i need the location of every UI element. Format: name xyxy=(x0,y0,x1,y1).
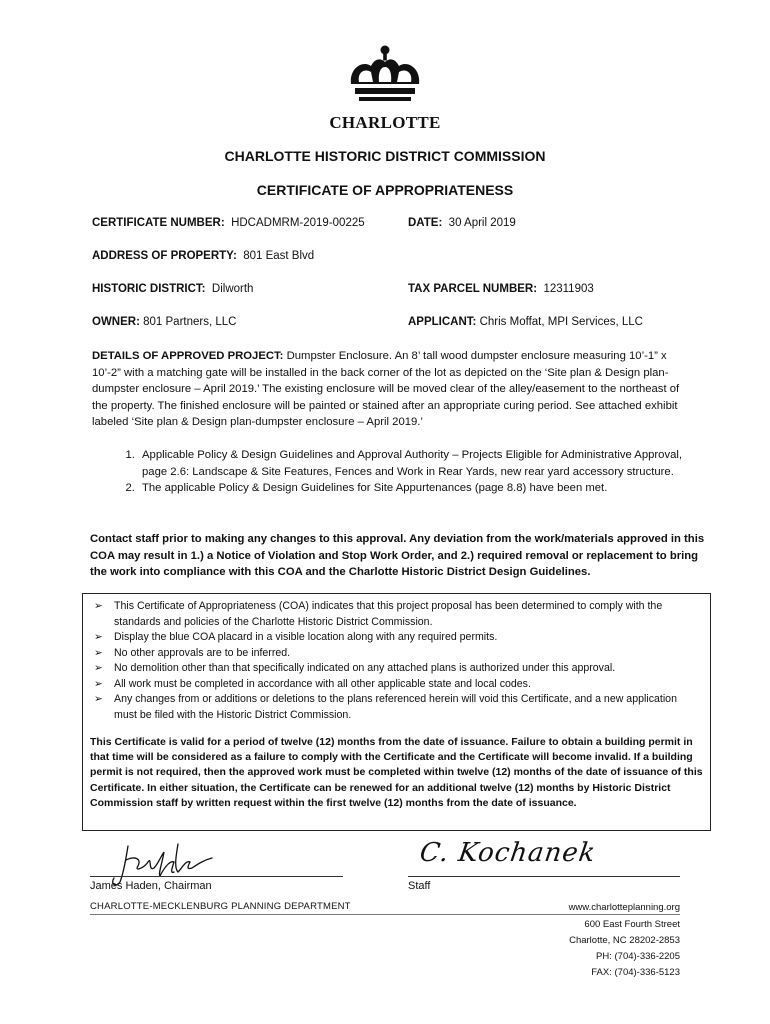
footer-divider xyxy=(90,914,680,915)
condition-text: All work must be completed in accordance with all other applicable state and local codes. xyxy=(114,677,531,690)
website-link[interactable]: www.charlotteplanning.org xyxy=(568,902,680,913)
footer-phone: PH: (704)-336-2205 xyxy=(596,951,680,962)
commission-title: CHARLOTTE HISTORIC DISTRICT COMMISSION xyxy=(224,148,546,164)
findings-list xyxy=(92,447,702,497)
condition-text: No demolition other than that specifically indicated on any attached plans is authorized under this approval. xyxy=(114,662,616,674)
footer-street: 600 East Fourth Street xyxy=(584,919,680,930)
date-label: DATE: xyxy=(408,217,443,229)
applicant-label: APPLICANT: xyxy=(408,316,477,328)
tax-parcel-label: TAX PARCEL NUMBER: xyxy=(408,283,538,295)
date-value: 30 April 2019 xyxy=(448,217,516,229)
arrow-bullet-icon: ➢ xyxy=(94,693,103,705)
certificate-number-label: CERTIFICATE NUMBER: xyxy=(92,217,225,229)
date-field xyxy=(408,217,516,229)
footer-city: Charlotte, NC 28202-2853 xyxy=(569,935,680,946)
applicant-field xyxy=(408,316,643,328)
condition-item xyxy=(94,692,698,723)
address-field xyxy=(92,250,314,262)
condition-text: This Certificate of Appropriateness (COA) indicates that this project proposal has been determined to comply with the standards and policies of the Charlotte Historic District Commission. xyxy=(114,600,663,628)
historic-district-field xyxy=(92,283,253,295)
conditions-box xyxy=(82,593,711,831)
department-name: CHARLOTTE-MECKLENBURG PLANNING DEPARTMENT xyxy=(90,901,351,912)
condition-text: Display the blue COA placard in a visible location along with any required permits. xyxy=(114,631,498,643)
tax-parcel-value: 12311903 xyxy=(543,283,594,295)
historic-district-label: HISTORIC DISTRICT: xyxy=(92,283,206,295)
project-details-label: DETAILS OF APPROVED PROJECT: xyxy=(92,350,284,362)
finding-item: 1. Applicable Policy & Design Guidelines and Approval Authority – Projects Eligible for Administrative Approval, page 2.6: Landscape & Site Features, Fences and Work in Rear Yards, new rear yard accessory structure. xyxy=(138,447,702,480)
project-details xyxy=(92,348,697,431)
owner-value: 801 Partners, LLC xyxy=(143,316,237,328)
condition-item xyxy=(94,599,698,630)
validity-statement: This Certificate is valid for a period of twelve (12) months from the date of issuance. Failure to obtain a building permit in that time will be considered as a failure to comply with the Certificate and the Certificate will become invalid. If a building permit is not required, then the approved work must be completed within twelve (12) months of the date of issuance of this Certificate. In either situation, the Certificate can be renewed for an additional twelve (12) months by Historic District Commission staff by written request within the first twelve (12) months from the date of issuance. xyxy=(90,736,703,809)
chairman-name: James Haden, Chairman xyxy=(90,880,212,892)
applicant-value: Chris Moffat, MPI Services, LLC xyxy=(479,316,643,328)
historic-district-value: Dilworth xyxy=(211,283,254,295)
address-value: 801 East Blvd xyxy=(243,250,315,262)
owner-label: OWNER: xyxy=(92,316,140,328)
footer-fax: FAX: (704)-336-5123 xyxy=(591,967,680,978)
tax-parcel-field xyxy=(408,283,594,295)
arrow-bullet-icon: ➢ xyxy=(94,677,103,690)
address-label: ADDRESS OF PROPERTY: xyxy=(92,250,237,262)
finding-item: 2. The applicable Policy & Design Guidelines for Site Appurtenances (page 8.8) have been met. xyxy=(138,480,702,497)
condition-item xyxy=(94,646,698,662)
owner-field xyxy=(92,316,236,328)
certificate-number-field xyxy=(92,217,365,229)
charlotte-logo xyxy=(0,44,770,133)
condition-item xyxy=(94,630,698,646)
chairman-signature-line xyxy=(90,876,343,877)
condition-text: Any changes from or additions or deletions to the plans referenced herein will void this Certificate, and a new application must be filed with the Historic District Commission. xyxy=(114,693,677,721)
deviation-warning: Contact staff prior to making any changes to this approval. Any deviation from the work/materials approved in this COA may result in 1.) a Notice of Violation and Stop Work Order, and 2.) required removal or replacement to bring the work into compliance with this COA and the Charlotte Historic District Design Guidelines. xyxy=(90,533,705,578)
staff-signature-line xyxy=(408,876,680,877)
condition-text: No other approvals are to be inferred. xyxy=(114,646,291,659)
condition-item xyxy=(94,661,698,677)
condition-item xyxy=(94,677,698,693)
document-title: CERTIFICATE OF APPROPRIATENESS xyxy=(256,182,514,198)
arrow-bullet-icon: ➢ xyxy=(94,600,103,612)
arrow-bullet-icon: ➢ xyxy=(94,631,103,643)
staff-title: Staff xyxy=(408,880,431,892)
staff-signature: C. Kochanek xyxy=(417,838,598,868)
certificate-number-value: HDCADMRM-2019-00225 xyxy=(231,217,365,229)
crown-icon xyxy=(345,44,425,108)
brand-wordmark: CHARLOTTE xyxy=(329,113,441,132)
arrow-bullet-icon: ➢ xyxy=(94,646,103,659)
arrow-bullet-icon: ➢ xyxy=(94,662,103,674)
project-details-text: Dumpster Enclosure. An 8’ tall wood dumpster enclosure measuring 10’-1” x 10’-2” with a matching gate will be installed in the back corner of the lot as depicted on the ‘Site plan & Design plan-dumpster enclosure – April 2019.’ The existing enclosure will be moved clear of the alley/easement to the northeast of the property. The finished enclosure will be painted or stained after an appropriate curing period. See attached exhibit labeled ‘Site plan & Design plan-dumpster enclosure – April 2019.’ xyxy=(92,350,680,428)
footer-address xyxy=(569,917,680,981)
